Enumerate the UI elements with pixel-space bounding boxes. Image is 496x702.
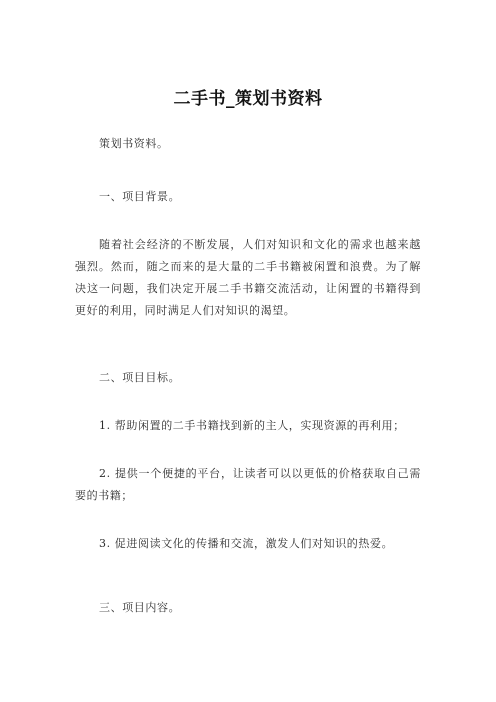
heading-project-background: 一、项目背景。 bbox=[99, 190, 181, 203]
document-title: 二手书_策划书资料 bbox=[173, 89, 323, 109]
heading-project-goals: 二、项目目标。 bbox=[99, 371, 181, 384]
goal-item-2: 2. 提供一个便捷的平台，让读者可以以更低的价格获取自己需要的书籍； bbox=[75, 467, 421, 502]
paragraph-intro: 策划书资料。 bbox=[99, 137, 169, 150]
paragraph-background-body: 随着社会经济的不断发展，人们对知识和文化的需求也越来越强烈。然而，随之而来的是大量的二手书籍被闲置和浪费。为了解决这一问题，我们决定开展二手书籍交流活动，让闲置的书籍得到更好的利用，同时满足人们对知识的渴望。 bbox=[75, 238, 421, 317]
goal-item-3: 3. 促进阅读文化的传播和交流，激发人们对知识的热爱。 bbox=[99, 537, 394, 550]
heading-project-content: 三、项目内容。 bbox=[99, 601, 181, 614]
goal-item-1: 1. 帮助闲置的二手书籍找到新的主人，实现资源的再利用； bbox=[99, 419, 405, 432]
